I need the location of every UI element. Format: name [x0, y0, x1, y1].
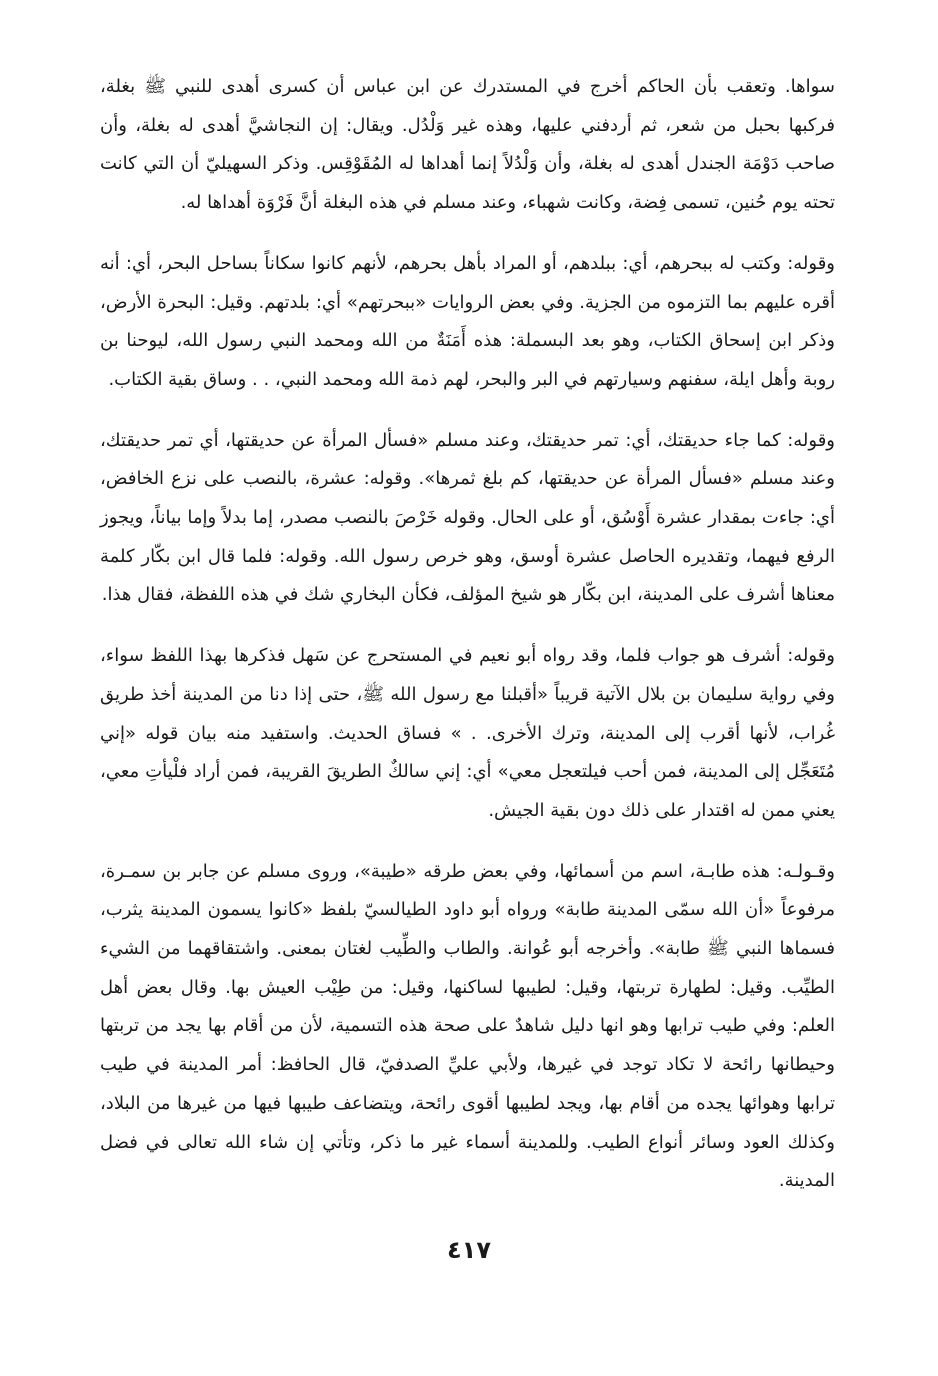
page-number: ٤١٧	[447, 1236, 491, 1264]
paragraph-mule: سواها. وتعقب بأن الحاكم أخرج في المستدرك عن ابن عباس أن كسرى أهدى للنبي ﷺ بغلة، فركبها بحبل من شعر، ثم أردفني عليها، وهذه غير وَلْدُل. ويقال: إن النجاشيَّ أهدى له بغلة، وأن صاحب دَوْمَة الجندل أهدى له بغلة، وأن وَلْدُلاً إنما أهداها له المُقَوْقِس. وذكر السهيليّ أن التي كانت تحته يوم حُنين، تسمى فِضة، وكانت شهباء، وعند مسلم في هذه البغلة أنَّ فَرْوَة أهداها له.	[100, 76, 835, 214]
paragraph-taba: وقـولـه: هذه طابـة، اسم من أسمائها، وفي بعض طرقه «طيبة»، وروى مسلم عن جابر بن سمـرة، مرفوعاً «أن الله سمّى المدينة طابة» ورواه أبو داود الطيالسيّ بلفظ «كانوا يسمون المدينة يثرب، فسماها النبي ﷺ طابة». وأخرجه أبو عُوانة. والطاب والطِّيب لغتان بمعنى. واشتقاقهما من الشيء الطيِّب. وقيل: لطهارة تربتها، وقيل: لطيبها لساكنها، وقيل: من طِيْب العيش بها. وقال بعض أهل العلم: وفي طيب ترابها وهو انها دليل شاهدٌ على صحة هذه التسمية، لأن من أقام بها يجد من تربتها وحيطانها رائحة لا تكاد توجد في غيرها، ولأبي عليِّ الصدفيّ، قال الحافظ: أمر المدينة في طيب ترابها وهوائها يجده من أقام بها، ويجد لطيبها أقوى رائحة، ويتضاعف طيبها فيها من غيرها من البلاد، وكذلك العود وسائر أنواع الطيب. وللمدينة أسماء غير ما ذكر، وتأتي إن شاء الله تعالى في فضل المدينة.	[100, 860, 835, 1192]
paragraph-hadiqatik: وقوله: كما جاء حديقتك، أي: تمر حديقتك، وعند مسلم «فسأل المرأة عن حديقتها، أي تمر حديقتك، وعند مسلم «فسأل المرأة عن حديقتها، كم بلغ ثمرها». وقوله: عشرة، بالنصب على نزع الخافض، أي: جاءت بمقدار عشرة أَوْسُق، أو على الحال. وقوله خَرْصَ بالنصب مصدر، إما بدلاً وإما بياناً، ويجوز الرفع فيهما، وتقديره الحاصل عشرة أوسق، وهو خرص رسول الله. وقوله: فلما قال ابن بكّار كلمة معناها أشرف على المدينة، ابن بكّار هو شيخ المؤلف، فكأن البخاري شك في هذه اللفظة، فقال هذا.	[100, 429, 835, 606]
paragraph-bahrihim: وقوله: وكتب له ببحرهم، أي: ببلدهم، أو المراد بأهل بحرهم، لأنهم كانوا سكاناً بساحل البحر، أي: أنه أقره عليهم بما التزموه من الجزية. وفي بعض الروايات «ببحرتهم» أي: بلدتهم. وقيل: البحرة الأرض، وذكر ابن إسحاق الكتاب، وهو بعد البسملة: هذه أَمَنَةٌ من الله ومحمد النبي رسول الله، ليوحنا بن روبة وأهل ايلة، سفنهم وسيارتهم في البر والبحر، لهم ذمة الله ومحمد النبي، . . وساق بقية الكتاب.	[100, 252, 835, 390]
page-body	[100, 68, 835, 1223]
paragraph-ashraf: وقوله: أشرف هو جواب فلما، وقد رواه أبو نعيم في المستحرج عن سَهل فذكرها بهذا اللفظ سواء، وفي رواية سليمان بن بلال الآتية قريباً «أقبلنا مع رسول الله ﷺ، حتى إذا دنا من المدينة أخذ طريق غُراب، لأنها أقرب إلى المدينة، وترك الأخرى. . » فساق الحديث. واستفيد منه بيان قوله «إني مُتَعَجِّل إلى المدينة، فمن أحب فيلتعجل معي» أي: إني سالكٌ الطريقَ القريبة، فمن أراد فلْيأتِ معي، يعني ممن له اقتدار على ذلك دون بقية الجيش.	[100, 645, 835, 821]
